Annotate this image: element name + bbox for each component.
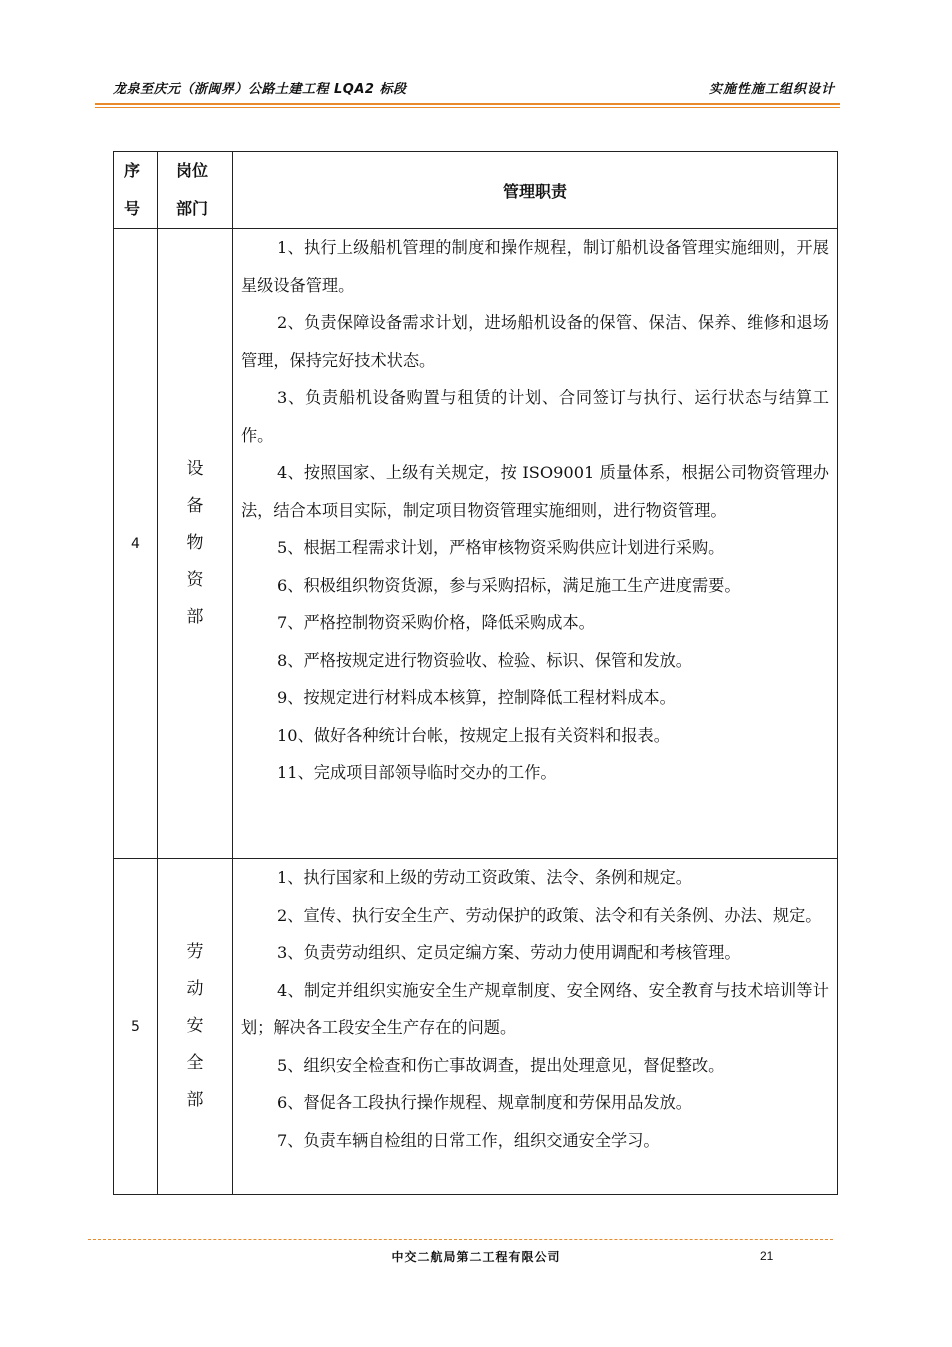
dept-char: 全 [186, 1053, 204, 1073]
footer-company-name: 中交二航局第二工程有限公司 [391, 1250, 561, 1264]
header-rule-thin [95, 107, 840, 108]
header-dept-bottom: 部门 [176, 199, 209, 218]
duty-item: 10、做好各种统计台帐，按规定上报有关资料和报表。 [277, 725, 670, 745]
dept-char: 安 [186, 1016, 204, 1036]
header-cell-duty: 管理职责 [233, 152, 838, 229]
duty-item: 8、严格按规定进行物资验收、检验、标识、保管和发放。 [277, 650, 692, 670]
dept-char: 物 [186, 533, 204, 553]
duties-cell [233, 859, 838, 1195]
page-header [113, 78, 835, 100]
dept-char: 设 [186, 459, 204, 479]
footer-rule [88, 1239, 833, 1240]
dept-char: 部 [186, 1090, 204, 1110]
duty-item: 6、督促各工段执行操作规程、规章制度和劳保用品发放。 [277, 1093, 692, 1112]
header-dept-top: 岗位 [176, 161, 209, 180]
duty-item: 4、制定并组织实施安全生产规章制度、安全网络、安全教育与技术培训等计划；解决各工段安全生产存在的问题。 [241, 980, 829, 1037]
duty-item: 2、宣传、执行安全生产、劳动保护的政策、法令和有关条例、办法、规定。 [277, 905, 822, 925]
header-rule [95, 103, 840, 105]
header-no-top: 序 [124, 161, 141, 180]
duty-item: 7、负责车辆自检组的日常工作，组织交通安全学习。 [277, 1130, 660, 1150]
duties-cell [233, 229, 838, 859]
header-cell-no [114, 152, 158, 229]
duty-table [113, 151, 838, 1195]
dept-cell [158, 229, 233, 859]
duty-item: 7、严格控制物资采购价格，降低采购成本。 [277, 613, 595, 632]
page-number: 21 [760, 1249, 774, 1263]
dept-char: 资 [186, 570, 204, 590]
duty-item: 6、积极组织物资货源，参与采购招标，满足施工生产进度需要。 [277, 575, 741, 595]
duty-item: 3、负责劳动组织、定员定编方案、劳动力使用调配和考核管理。 [277, 943, 741, 962]
duty-item: 1、执行上级船机管理的制度和操作规程，制订船机设备管理实施细则，开展星级设备管理。 [241, 238, 829, 295]
dept-char: 部 [186, 607, 204, 627]
dept-char: 动 [186, 979, 204, 999]
row-number: 4 [114, 229, 158, 859]
duty-item: 4、按照国家、上级有关规定，按 ISO9001 质量体系，根据公司物资管理办法，结合本项目实际，制定项目物资管理实施细则，进行物资管理。 [241, 463, 829, 520]
header-no-bottom: 号 [124, 199, 141, 218]
duty-item: 2、负责保障设备需求计划，进场船机设备的保管、保洁、保养、维修和退场管理，保持完好技术状态。 [241, 313, 829, 370]
header-project-title: 龙泉至庆元（浙闽界）公路土建工程 LQA2 标段 [113, 82, 407, 97]
row-number: 5 [114, 859, 158, 1195]
dept-cell [158, 859, 233, 1195]
table-header-row [114, 152, 838, 229]
table-row [114, 859, 838, 1195]
duty-item: 5、根据工程需求计划，严格审核物资采购供应计划进行采购。 [277, 538, 725, 557]
duty-item: 1、执行国家和上级的劳动工资政策、法令、条例和规定。 [277, 868, 692, 887]
duty-item: 3、负责船机设备购置与租赁的计划、合同签订与执行、运行状态与结算工作。 [241, 388, 829, 445]
duty-item: 11、完成项目部领导临时交办的工作。 [277, 763, 557, 782]
table-row [114, 229, 838, 859]
dept-char: 备 [186, 496, 204, 516]
header-cell-dept [158, 152, 233, 229]
duty-item: 9、按规定进行材料成本核算，控制降低工程材料成本。 [277, 688, 676, 707]
header-document-title: 实施性施工组织设计 [708, 82, 835, 97]
duty-item: 5、组织安全检查和伤亡事故调查，提出处理意见，督促整改。 [277, 1055, 725, 1075]
dept-char: 劳 [186, 942, 204, 962]
